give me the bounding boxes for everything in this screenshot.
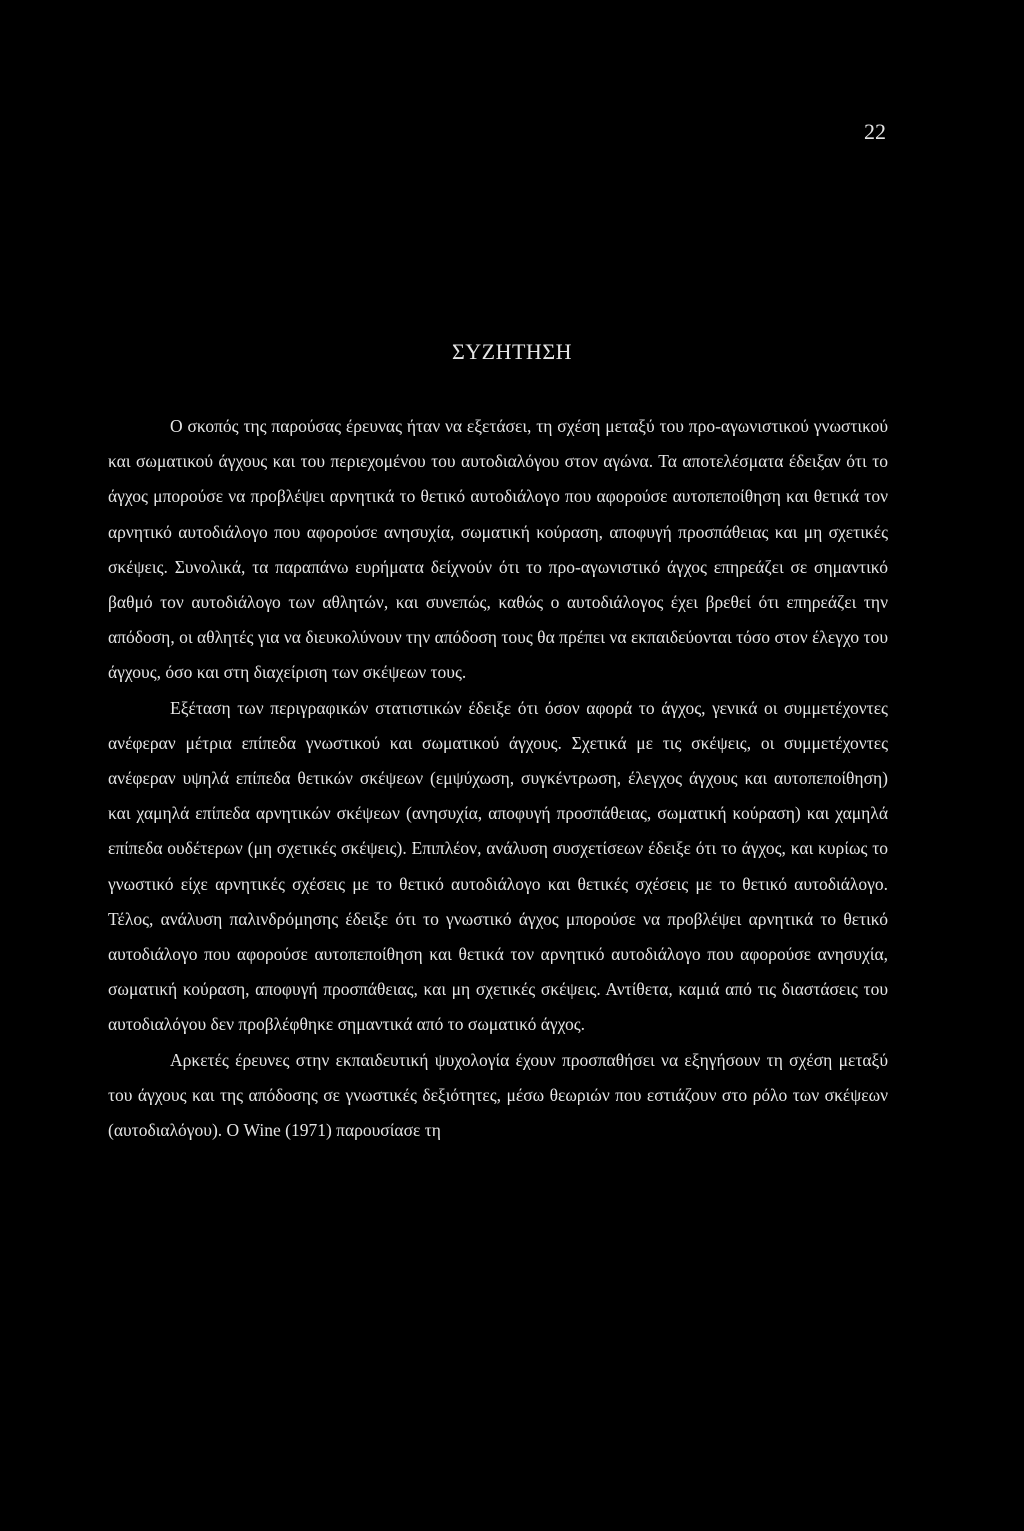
page-number: 22 xyxy=(864,119,886,144)
paragraph: Αρκετές έρευνες στην εκπαιδευτική ψυχολογία έχουν προσπαθήσει να εξηγήσουν τη σχέση μεταξύ του άγχους και της απόδοσης σε γνωστικές δεξιότητες, μέσω θεωριών που εστιάζουν στο ρόλο των σκέψεων (αυτοδιαλόγου). Ο Wine (1971) παρουσίασε τη xyxy=(108,1049,888,1141)
body-text xyxy=(108,409,888,1148)
paragraph: Εξέταση των περιγραφικών στατιστικών έδειξε ότι όσον αφορά το άγχος, γενικά οι συμμετέχοντες ανέφεραν μέτρια επίπεδα γνωστικού και σωματικού άγχους. Σχετικά με τις σκέψεις, οι συμμετέχοντες ανέφεραν υψηλά επίπεδα θετικών σκέψεων (εμψύχωση, συγκέντρωση, έλεγχος άγχους και αυτοπεποίθηση) και χαμηλά επίπεδα αρνητικών σκέψεων (ανησυχία, αποφυγή προσπάθειας, σωματική κούραση) και χαμηλά επίπεδα ουδέτερων (μη σχετικές σκέψεις). Επιπλέον, ανάλυση συσχετίσεων έδειξε ότι το άγχος, και κυρίως το γνωστικό είχε αρνητικές σχέσεις με το θετικό αυτοδιάλογο και θετικές σχέσεις με το θετικό αυτοδιάλογο. Τέλος, ανάλυση παλινδρόμησης έδειξε ότι το γνωστικό άγχος μπορούσε να προβλέψει αρνητικά το θετικό αυτοδιάλογο που αφορούσε αυτοπεποίθηση και θετικά τον αρνητικό αυτοδιάλογο που αφορούσε ανησυχία, σωματική κούραση, αποφυγή προσπάθειας, και μη σχετικές σκέψεις. Αντίθετα, καμιά από τις διαστάσεις του αυτοδιαλόγου δεν προβλέφθηκε σημαντικά από το σωματικό άγχος. xyxy=(108,697,888,1035)
paragraph: Ο σκοπός της παρούσας έρευνας ήταν να εξετάσει, τη σχέση μεταξύ του προ-αγωνιστικού γνωστικού και σωματικού άγχους και του περιεχομένου του αυτοδιαλόγου στον αγώνα. Τα αποτελέσματα έδειξαν ότι το άγχος μπορούσε να προβλέψει αρνητικά το θετικό αυτοδιάλογο που αφορούσε αυτοπεποίθηση και θετικά τον αρνητικό αυτοδιάλογο που αφορούσε ανησυχία, σωματική κούραση, αποφυγή προσπάθειας και μη σχετικές σκέψεις. Συνολικά, τα παραπάνω ευρήματα δείχνούν ότι το προ-αγωνιστικό άγχος επηρεάζει σε σημαντικό βαθμό τον αυτοδιάλογο των αθλητών, και συνεπώς, καθώς ο αυτοδιάλογος έχει βρεθεί ότι επηρεάζει την απόδοση, οι αθλητές για να διευκολύνουν την απόδοση τους θα πρέπει να εκπαιδεύονται τόσο στον έλεγχο του άγχους, όσο και στη διαχείριση των σκέψεων τους. xyxy=(108,416,888,683)
section-heading: ΣΥΖΗΤΗΣΗ xyxy=(451,339,573,364)
